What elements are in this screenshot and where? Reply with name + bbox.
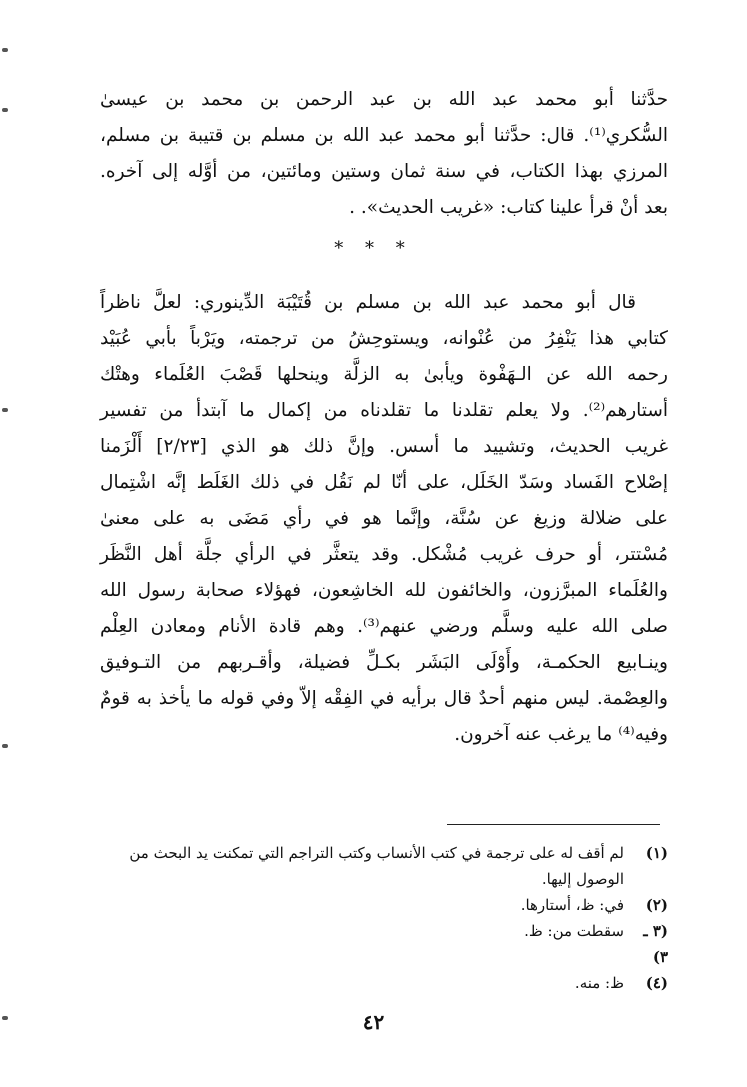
scan-speck xyxy=(2,1016,8,1020)
intro-line: حدَّثنا أبو محمد عبد الله بن عبد الرحمن بن محمد بن عيسىٰ xyxy=(100,89,668,110)
body-line: إصْلاح الفَساد وسَدّ الخَلَل، على أنّا لم نَقُل في ذلك الغَلَط إنَّه اشْتِمال xyxy=(100,472,668,493)
body-line: صلى الله عليه وسلَّم ورضي عنهم⁽³⁾. وهم قادة الأنام ومعادن العِلْم xyxy=(100,616,668,637)
footnote-text: سقطت من: ظ. xyxy=(524,922,624,940)
footnote-text: ظ: منه. xyxy=(574,974,624,992)
footnote-number: (١) xyxy=(645,844,668,862)
footnote xyxy=(100,970,668,996)
main-text xyxy=(100,285,668,753)
section-separator: * * * xyxy=(334,238,413,259)
footnote-divider xyxy=(447,824,660,825)
body-line: مُسْتتر، أو حرف غريب مُشْكل. وقد يتعثَّر في الرأي جلَّة أهل النَّظَر xyxy=(100,544,668,565)
body-line: قال أبو محمد عبد الله بن مسلم بن قُتَيْبَة الدِّينوري: لعلَّ ناظراً xyxy=(100,292,636,313)
footnote xyxy=(100,840,668,892)
body-line: وفيه⁽⁴⁾ ما يرغب عنه آخرون. xyxy=(454,724,668,745)
footnote-number: (٤) xyxy=(645,974,668,992)
body-line: رحمه الله عن الـهَفْوة ويأبىٰ به الزلَّة وينحلها قَصْبَ العُلَماء وهتْك xyxy=(100,364,668,385)
scan-speck xyxy=(2,408,8,412)
intro-line: السُّكري⁽¹⁾. قال: حدَّثنا أبو محمد عبد الله بن مسلم بن قتيبة بن مسلم، xyxy=(100,125,668,146)
body-line: والعِصْمة. ليس منهم أحدٌ قال برأيه في الفِقْه إلاّ وفي قوله ما يأخذ به قومٌ xyxy=(100,688,668,709)
footnotes xyxy=(100,840,668,996)
body-line: أستارهم⁽²⁾. ولا يعلم تقلدنا ما تقلدناه من إكمال ما آبتدأ من تفسير xyxy=(100,400,668,421)
opening-isnad xyxy=(100,82,668,226)
body-line: كتابي هذا يَنْفِرُ من عُنْوانه، ويستوحِشُ من ترجمته، ويَرْباً بأبي عُبَيْد xyxy=(100,328,668,349)
scan-speck xyxy=(2,48,8,52)
footnote xyxy=(100,918,668,970)
footnote-number: (٢) xyxy=(645,896,668,914)
scan-speck xyxy=(2,744,8,748)
intro-line: المرزي بهذا الكتاب، في سنة ثمان وستين ومائتين، من أوَّله إلى آخره. xyxy=(100,161,668,182)
intro-line: بعد أنْ قرأ علينا كتاب: «غريب الحديث». . xyxy=(349,197,668,218)
body-line: على ضلالة وزيغ عن سُنَّة، وإنَّما هو في رأي مَضَى به على معنىٰ xyxy=(100,508,668,529)
footnote-text: لم أقف له على ترجمة في كتب الأنساب وكتب التراجم التي تمكنت يد البحث من الوصول إليها. xyxy=(129,844,624,888)
body-line: وينـابيع الحكمـة، وأَوْلَى البَشَر بكـلِّ فضيلة، وأقـربهم من التـوفيق xyxy=(100,652,668,673)
body-line: غريب الحديث، وتشييد ما أسس. وإنَّ ذلك هو الذي [٢/٢٣] أَلْزَمنا xyxy=(100,436,668,457)
footnote-text: في: ظ، أستارها. xyxy=(520,896,624,914)
body-line: والعُلَماء المبرَّزون، والخائفون لله الخاشِعون، فهؤلاء صحابة رسول الله xyxy=(100,580,668,601)
footnote-number: (٣ ـ ٣) xyxy=(643,922,668,966)
page-number: ٤٢ xyxy=(362,1010,385,1034)
footnote xyxy=(100,892,668,918)
scan-speck xyxy=(2,108,8,112)
